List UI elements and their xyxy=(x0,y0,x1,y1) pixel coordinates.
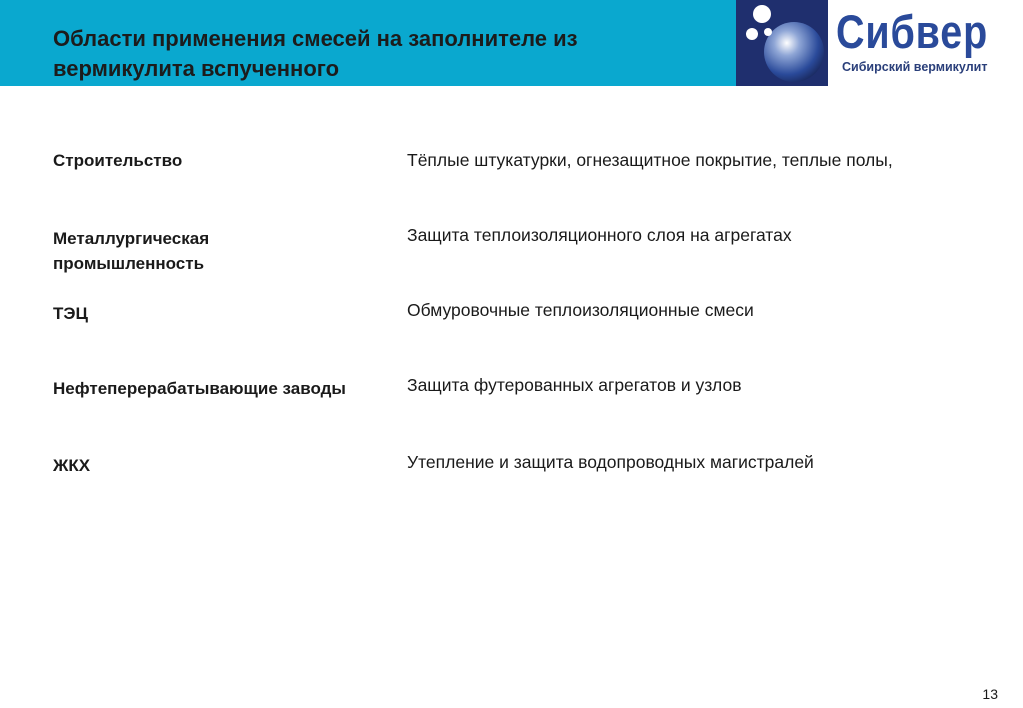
application-text: Обмуровочные теплоизоляционные смеси xyxy=(407,300,754,320)
application-text: Защита футерованных агрегатов и узлов xyxy=(407,375,742,395)
slide-title: Области применения смесей на заполнителе из вермикулита вспученного xyxy=(53,26,578,81)
logo-tagline: Сибирский вермикулит xyxy=(842,60,988,74)
area-label: ТЭЦ xyxy=(53,304,88,323)
area-label: Строительство xyxy=(53,151,183,170)
application-text: Защита теплоизоляционного слоя на агрегатах xyxy=(407,225,792,245)
application-text: Тёплые штукатурки, огнезащитное покрытие, теплые полы, xyxy=(407,150,893,170)
application-text: Утепление и защита водопроводных магистралей xyxy=(407,452,814,472)
area-label: Металлургическая промышленность xyxy=(53,229,210,273)
area-label: ЖКХ xyxy=(53,456,91,475)
page-number: 13 xyxy=(982,686,998,702)
logo-wordmark: Сибвер xyxy=(836,5,989,58)
area-label: Нефтеперерабатывающие заводы xyxy=(53,379,346,398)
company-logo xyxy=(736,0,1023,86)
